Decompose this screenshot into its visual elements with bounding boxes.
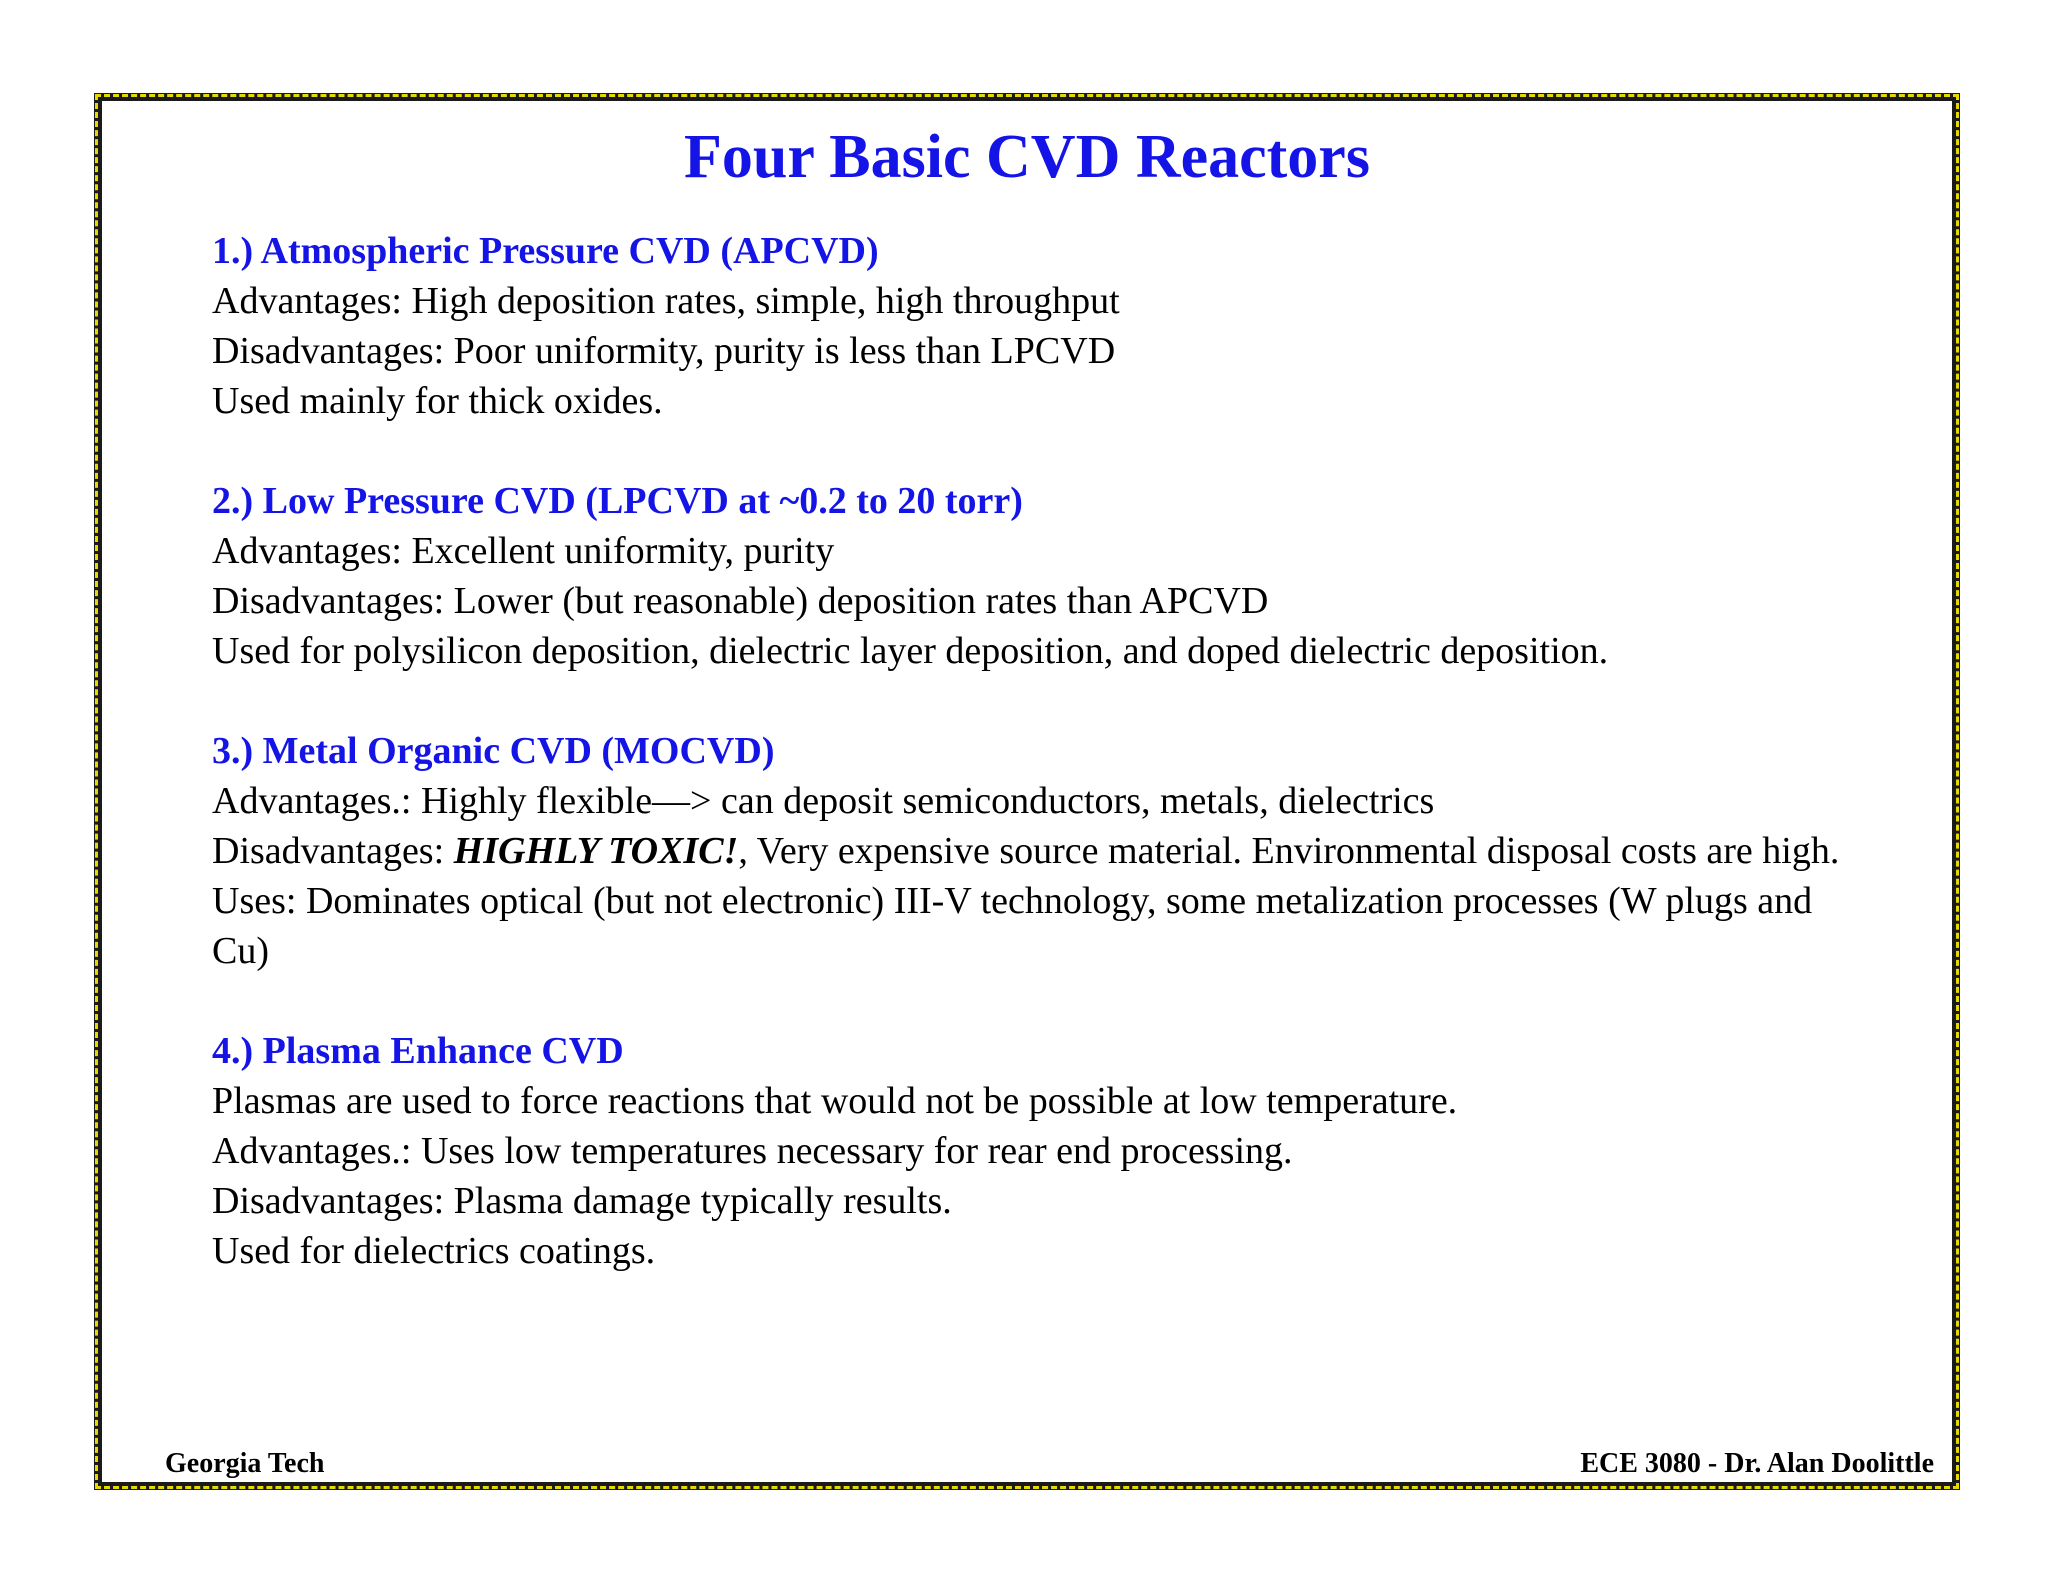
- section-apcvd: [212, 226, 1872, 426]
- section-heading: 1.) Atmospheric Pressure CVD (APCVD): [212, 230, 879, 272]
- section-pecvd: [212, 1026, 1872, 1276]
- description-line: Plasmas are used to force reactions that would not be possible at low temperature.: [212, 1080, 1458, 1122]
- slide-content: [212, 226, 1872, 1326]
- disadvantages-line: Disadvantages: Lower (but reasonable) deposition rates than APCVD: [212, 580, 1269, 622]
- section-heading: 3.) Metal Organic CVD (MOCVD): [212, 730, 775, 772]
- slide-frame: [94, 93, 1960, 1490]
- advantages-line: Advantages: Excellent uniformity, purity: [212, 530, 835, 572]
- uses-line: Used for dielectrics coatings.: [212, 1230, 656, 1272]
- advantages-line: Advantages.: Highly flexible—> can deposit semiconductors, metals, dielectrics: [212, 780, 1435, 822]
- advantages-line: Advantages: High deposition rates, simple, high throughput: [212, 280, 1120, 322]
- disadvantages-rest: , Very expensive source material. Environmental disposal costs are high.: [738, 830, 1840, 872]
- disadvantages-line: Disadvantages: Plasma damage typically results.: [212, 1180, 952, 1222]
- slide-title: Four Basic CVD Reactors: [684, 123, 1370, 191]
- section-heading: 4.) Plasma Enhance CVD: [212, 1030, 624, 1072]
- footer-institution: Georgia Tech: [165, 1448, 325, 1479]
- disadvantages-prefix: Disadvantages:: [212, 830, 454, 872]
- uses-line: Used for polysilicon deposition, dielectric layer deposition, and doped dielectric deposition.: [212, 630, 1609, 672]
- uses-line: Used mainly for thick oxides.: [212, 380, 663, 422]
- section-lpcvd: [212, 476, 1872, 676]
- advantages-line: Advantages.: Uses low temperatures necessary for rear end processing.: [212, 1130, 1293, 1172]
- toxic-warning: HIGHLY TOXIC!: [453, 830, 739, 872]
- footer-course: ECE 3080 - Dr. Alan Doolittle: [1580, 1448, 1934, 1479]
- uses-line: Uses: Dominates optical (but not electronic) III-V technology, some metalization processes (W plugs and Cu): [212, 880, 1813, 972]
- disadvantages-line: Disadvantages: Poor uniformity, purity is less than LPCVD: [212, 330, 1116, 372]
- section-heading: 2.) Low Pressure CVD (LPCVD at ~0.2 to 20 torr): [212, 480, 1023, 522]
- section-mocvd: [212, 726, 1872, 976]
- disadvantages-line: [212, 826, 1872, 876]
